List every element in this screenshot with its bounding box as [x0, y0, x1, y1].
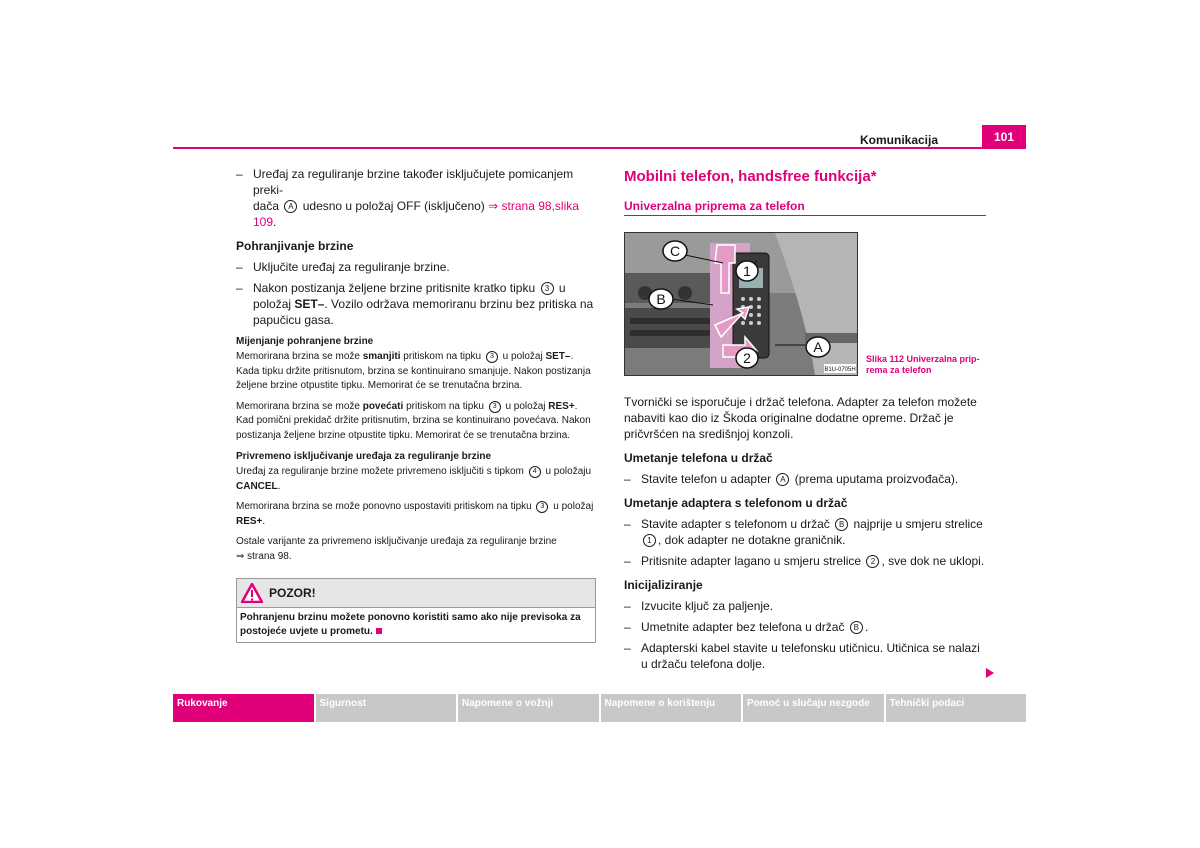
label-b-marker: B: [850, 621, 863, 634]
section-subtitle: Univerzalna priprema za telefon: [624, 199, 986, 216]
heading-change-speed: Mijenjanje pohranjene brzine: [236, 336, 374, 347]
list-item: – Stavite telefon u adapter A (prema uputama proizvođača).: [624, 472, 959, 486]
end-square-icon: [376, 628, 382, 634]
heading-insert-phone: Umetanje telefona u držač: [624, 451, 773, 465]
label-a-marker: A: [776, 473, 789, 486]
label-a-marker: A: [284, 200, 297, 213]
paragraph: Ostale varijante za privremeno isključivanje uređaja za reguliranje brzine ⇒ strana 98.: [236, 536, 557, 562]
header-rule: [173, 147, 983, 149]
list-item: – Stavite adapter s telefonom u držač B najprije u smjeru strelice 1 , dok adapter ne dotakne graničnik.: [624, 517, 983, 547]
cross-reference-link[interactable]: ⇒ strana 98.: [236, 550, 292, 562]
figure-label-c: C: [669, 243, 681, 259]
footer-nav: [173, 694, 1026, 722]
warning-title: POZOR!: [269, 586, 316, 600]
button-3-marker: 3: [541, 282, 554, 295]
list-item: – Umetnite adapter bez telefona u držač B .: [624, 620, 869, 634]
page-number: 101: [982, 125, 1026, 149]
heading-pause: Privremeno isključivanje uređaja za reguliranje brzine: [236, 451, 492, 462]
figure-caption: Slika 112 Univerzalna prip- rema za telefon: [866, 354, 980, 375]
phone-holder-figure: [624, 232, 858, 376]
button-4-marker: 4: [529, 466, 541, 478]
figure-label-a: A: [813, 339, 823, 355]
warning-box: [236, 578, 596, 643]
left-column: [236, 166, 596, 643]
figure-illustration: [625, 233, 857, 375]
paragraph: Memorirana brzina se može ponovno uspostaviti pritiskom na tipku 3 u položaj RES+.: [236, 501, 594, 527]
arrow-2-marker: 2: [866, 555, 879, 568]
button-3-marker: 3: [536, 501, 548, 513]
heading-init: Inicijaliziranje: [624, 578, 703, 592]
list-item: – Pritisnite adapter lagano u smjeru strelice 2 , sve dok ne uklopi.: [624, 554, 985, 568]
figure-code: B1U-0705H: [824, 367, 856, 373]
warning-text: Pohranjenu brzinu možete ponovno koristiti samo ako nije previsoka za postojeće uvjete u prometu.: [240, 612, 581, 637]
footer-tab-tehnicki-podaci[interactable]: Tehnički podaci: [886, 694, 1027, 722]
figure-label-2: 2: [743, 350, 751, 366]
right-column: [624, 166, 986, 677]
figure-label-1: 1: [743, 263, 751, 279]
arrow-1-marker: 1: [643, 534, 656, 547]
list-item: – Uključite uređaj za reguliranje brzine.: [236, 260, 450, 274]
cross-reference-link[interactable]: ⇒ strana 98,slika 109: [253, 199, 579, 229]
list-item: – Izvucite ključ za paljenje.: [624, 599, 774, 613]
footer-tab-napomene-koristenju[interactable]: Napomene o korištenju: [601, 694, 742, 722]
footer-tab-napomene-voznji[interactable]: Napomene o vožnji: [458, 694, 599, 722]
paragraph: Memorirana brzina se može povećati pritiskom na tipku 3 u položaj RES+. Kad pomični prekidač držite pritisnutim, brzina se kontinuirano povećava. Nakon postizanja željene brzine otpustite tipku. Memorirat će se trenutačna brzina.: [236, 400, 591, 441]
button-3-marker: 3: [486, 351, 498, 363]
list-item: – Adapterski kabel stavite u telefonsku utičnicu. Utičnica se nalazi u držaču telefona dolje.: [624, 641, 980, 671]
chapter-title: Mobilni telefon, handsfree funkcija*: [624, 168, 877, 185]
figure-label-b: B: [656, 291, 666, 307]
heading-insert-adapter: Umetanje adaptera s telefonom u držač: [624, 496, 848, 510]
paragraph: Memorirana brzina se može smanjiti pritiskom na tipku 3 u položaj SET–. Kada tipku držite pritisnutom, brzina se kontinuirano smanjuje. Nakon postizanja željene brzine otpustite tipku. Memorirat će se trenutačna brzina.: [236, 351, 591, 391]
paragraph: Tvornički se isporučuje i držač telefona. Adapter za telefon možete nabaviti kao dio iz Škoda originalne dodatne opreme. Držač je pričvršćen na središnjoj konzoli.: [624, 395, 977, 441]
label-b-marker: B: [835, 518, 848, 531]
section-title: Komunikacija: [860, 133, 939, 147]
heading-store-speed: Pohranjivanje brzine: [236, 239, 354, 253]
paragraph: Uređaj za reguliranje brzine možete privremeno isključiti s tipkom 4 u položaju CANCEL.: [236, 466, 592, 492]
footer-tab-sigurnost[interactable]: Sigurnost: [316, 694, 457, 722]
list-item: – Nakon postizanja željene brzine pritisnite kratko tipku 3 u položaj SET–. Vozilo održava memoriranu brzinu bez pritiska na papučicu gasa.: [236, 281, 594, 327]
button-3-marker: 3: [489, 401, 501, 413]
footer-tab-rukovanje[interactable]: Rukovanje: [173, 694, 314, 722]
warning-icon: [241, 583, 263, 603]
list-item: – Uređaj za reguliranje brzine također isključujete pomicanjem preki- dača A udesno u položaj OFF (isključeno) ⇒ strana 98,slika 109.: [236, 167, 579, 229]
continue-arrow-icon[interactable]: [986, 668, 994, 678]
footer-tab-pomoc[interactable]: Pomoć u slučaju nezgode: [743, 694, 884, 722]
